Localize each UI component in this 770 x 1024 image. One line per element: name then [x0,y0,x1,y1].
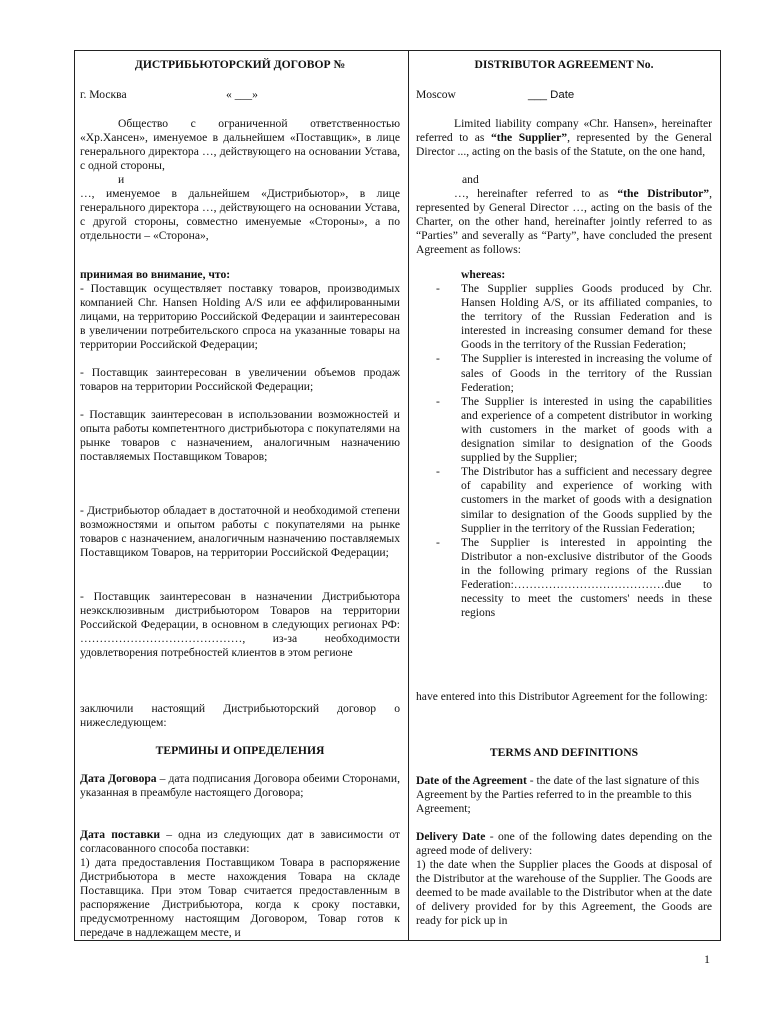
en-distributor-end: , represented by General Director …, acting on the basis of the Charter, on the other hand, hereinafter jointly referred to as “Parties” and severally as “Party”, have concluded the present Agreement as follows: [416,187,712,257]
ru-date: « ___» [226,88,258,101]
en-title: DISTRIBUTOR AGREEMENT No. [474,58,654,71]
en-city: Moscow [416,88,456,101]
list-item: - The Supplier is interested in using the capabilities and experience of a competent distributor in working with customers in the market of goods with a designation similar to designation of the Goods supplied by the Supplier; [416,395,712,465]
en-distributor-label: “the Distributor” [617,187,710,200]
ru-title: ДИСТРИБЬЮТОРСКИЙ ДОГОВОР № [134,58,346,71]
ru-delivery-date-def: – одна из следующих дат в зависимости от согласованного способа поставки: [80,828,400,856]
ru-whereas-5: - Поставщик заинтересован в назначении Дистрибьютора неэксклюзивным дистрибьютором Товаров на территории Российской Федерации, в основном в следующих регионах РФ: ……………………………………, из-за необходимости удовлетворения потребностей клиентов в этом регионе [80,590,400,660]
list-item: - The Supplier is interested in appointing the Distributor a non-exclusive distributor of the Goods in the following primary regions of the Russian Federation:…………………………………due to necessity to meet the customers' needs in these regions [416,536,712,621]
ru-whereas-1: - Поставщик осуществляет поставку товаров, производимых компанией Chr. Hansen Holding A/S или ее аффилированными лицами, на территорию Российской Федерации и заинтересован в увеличении потребительского спроса на указанные товары на территории Российской Федерации; [80,282,400,352]
ru-terms-title: ТЕРМИНЫ И ОПРЕДЕЛЕНИЯ [155,744,325,757]
list-item: - The Supplier is interested in increasing the volume of sales of Goods in the territory of the Russian Federation; [416,352,712,394]
en-agreement-date [416,774,712,816]
en-supplier-label: “the Supplier” [490,131,568,145]
en-entered: have entered into this Distributor Agreement for the following: [416,690,708,703]
en-delivery-date-def: - one of the following dates depending on the agreed mode of delivery: [416,830,713,858]
en-preamble [416,117,712,159]
en-preamble-end: , represented by the General Director ..., acting on the basis of the Statute, on the one hand, [416,131,712,159]
en-place-date [416,88,712,102]
ru-delivery-date [80,828,400,856]
ru-preamble: Общество с ограниченной ответственностью «Хр.Хансен», именуемое в дальнейшем «Поставщик», в лице генерального директора …, действующего на основании Устава, с одной стороны, [80,117,400,173]
en-whereas: whereas: [461,268,506,281]
ru-delivery-date-term: Дата поставки [80,828,161,841]
list-item: - The Supplier supplies Goods produced by Chr. Hansen Holding A/S, or its affiliated companies, to the territory of the Russian Federation and is interested in increasing consumer demand for these Goods in the territory of the Russian Federation; [416,282,712,352]
ru-delivery-1: 1) дата предоставления Поставщиком Товара в распоряжение Дистрибьютора в месте нахождения Товара на складе Поставщика. При этом Товар считается предоставленным в распоряжение Дистрибьютора, когда к сроку поставки, предусмотренному настоящим Договором, Товар готов к передаче в надлежащем месте, и [80,856,400,940]
en-date: ___ Date [528,89,575,101]
ru-whereas: принимая во внимание, что: [80,268,231,281]
ru-whereas-2: - Поставщик заинтересован в увеличении объемов продаж товаров на территории Российской Федерации; [80,366,400,394]
en-agreement-date-def: - the date of the last signature of this Agreement by the Parties referred to in the preamble to this Agreement; [416,774,700,816]
ru-and: и [118,173,125,186]
ru-place-date [80,88,400,102]
en-terms-title: TERMS AND DEFINITIONS [489,746,639,759]
ru-concluded: заключили настоящий Дистрибьюторский договор о нижеследующем: [80,702,400,730]
en-delivery-1: 1) the date when the Supplier places the Goods at disposal of the Distributor at the warehouse of the Supplier. The Goods are deemed to be made available to the Distributor when at the date of delivery provided for by this Agreement, the Goods are ready for pick up in [416,858,712,928]
en-delivery-date [416,830,712,858]
en-agreement-date-term: Date of the Agreement [416,774,527,787]
en-distributor-start: …, hereinafter referred to as [454,187,618,200]
en-whereas-list [416,282,712,620]
en-and: and [462,173,479,186]
en-preamble-start: Limited liability company «Chr. Hansen», hereinafter referred to as [416,117,712,145]
ru-agreement-date [80,772,400,800]
ru-whereas-4: - Дистрибьютор обладает в достаточной и необходимой степени возможностями и опытом работы с покупателями на рынке товаров с назначением, аналогичным назначению поставляемых Поставщиком Товаров, на территории Российской Федерации; [80,504,400,560]
ru-distributor-party: …, именуемое в дальнейшем «Дистрибьютор», в лице генерального директора …, действующего на основании Устава, с другой стороны, совместно именуемые «Стороны», а по отдельности – «Сторона», [80,187,400,243]
page-number: 1 [704,952,710,966]
ru-city: г. Москва [80,88,127,101]
column-divider [408,50,409,941]
list-item: - The Distributor has a sufficient and necessary degree of capability and experience of working with customers in the market of goods with a designation similar to designation of the Goods supplied by the Supplier in the territory of the Russian Federation; [416,465,712,535]
ru-whereas-3: - Поставщик заинтересован в использовании возможностей и опыта работы компетентного дистрибьютора с покупателями на рынке товаров с назначением, аналогичным назначению поставляемых Поставщиком Товаров; [80,408,400,464]
ru-agreement-date-term: Дата Договора [80,772,157,785]
en-distributor-party [416,187,712,257]
en-delivery-date-term: Delivery Date [416,830,486,843]
ru-agreement-date-def: – дата подписания Договора обеими Сторонами, указанная в преамбуле настоящего Договора; [80,772,400,800]
